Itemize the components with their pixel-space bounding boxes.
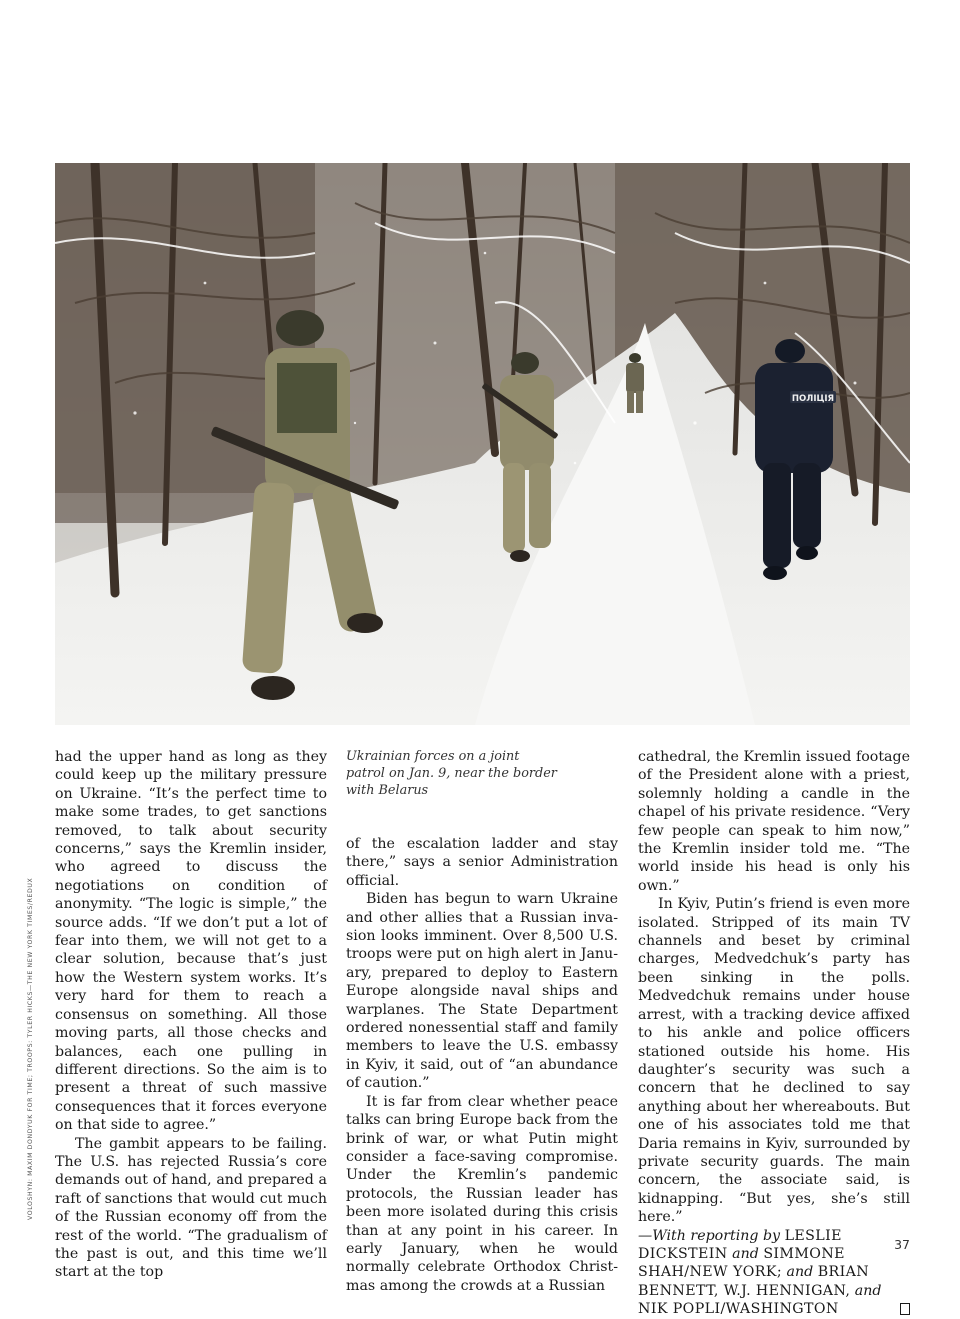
photo-credit: VOLOSHYN: MAXIM DONDYUK FOR TIME; TROOPS: TYLER HICKS—THE NEW YORK TIMES/REDUX: [27, 877, 34, 1220]
end-mark-icon: [900, 1303, 910, 1315]
paragraph: It is far from clear whether peace talks can bring Europe back from the brink of war, or what Putin might consider a face-saving compromise. Under the Kremlin’s pandemic protocols, the Russian leader has been more isolated during this crisis than at any point in his career. In early January, when he would normally celebrate Orthodox Christmas among the crowds at a Russian: [346, 1093, 618, 1294]
article-column-2: [346, 748, 618, 1295]
page-number: 37: [894, 1237, 910, 1252]
snowy-forest-patrol-image: [55, 163, 910, 725]
photo-caption: Ukrainian forces on a joint patrol on Jan. 9, near the border with Belarus: [346, 749, 557, 798]
paragraph: of the escalation ladder and stay there,” says a senior Administration official.: [346, 836, 618, 889]
paragraph: In Kyiv, Putin’s friend is even more isolated. Stripped of its main TV channels and beset by criminal charges, Medvedchuk’s party has been sinking in the polls. Medvedchuk remains under house arrest, with a tracking device affixed to his ankle and police officers stationed outside his home. His daughter’s security was such a concern that he declined to say anything about her whereabouts. But one of his associates told me that Daria remains in Kyiv, surrounded by private security guards. The main concern, the associate said, is kidnapping. “But yes, she’s still here.”: [638, 896, 910, 1226]
paragraph: The gambit appears to be failing. The U.S. has rejected Russia’s core demands out of hand, and prepared a raft of sanctions that would cut much of the Russian economy off from the rest of the world. “The gradualism of the past is out, and this time we’ll start at the top: [55, 1135, 327, 1281]
police-patch-text: ПОЛІЦІЯ: [791, 394, 835, 404]
paragraph: cathedral, the Kremlin issued footage of the President alone with a priest, solemnly holding a candle in the chapel of his private residence. “Very few people can speak to him now,” the Kremlin insider told me. “The world inside his head is only his own.”: [638, 749, 910, 894]
article-photo: [55, 163, 910, 725]
byline: —With reporting by LESLIE DICKSTEIN and SIMMONE SHAH/NEW YORK; and BRIAN BENNETT, W.J. HENNIGAN, and NIK POPLI/WASHINGTON: [638, 1227, 910, 1319]
paragraph: had the upper hand as long as they could keep up the military pressure on Ukraine. “It’s the perfect time to make some trades, to get sanctions removed, to talk about security concerns,” says the Kremlin insider, who agreed to discuss the negotiations on condition of anonymity. “The logic is simple,” the source adds. “If we don’t put a lot of fear into them, we will not get to a clear solution, because that’s just how the Western system works. It’s very hard for them to reach a consensus on something. All those moving parts, all those checks and balances, each one pulling in different directions. So the aim is to present a threat of such massive consequences that it forces everyone on that side to agree.”: [55, 749, 327, 1134]
article-column-1: [55, 748, 327, 1282]
paragraph: Biden has begun to warn Ukraine and other allies that a Russian invasion looks imminent. Over 8,500 U.S. troops were put on high alert in January, prepared to deploy to Eastern Europe alongside naval ships and warplanes. The State Department ordered nonessential staff and family members to leave the U.S. embassy in Kyiv, it said, out of “an abundance of caution.”: [346, 891, 618, 1092]
article-column-3: [638, 748, 910, 1319]
